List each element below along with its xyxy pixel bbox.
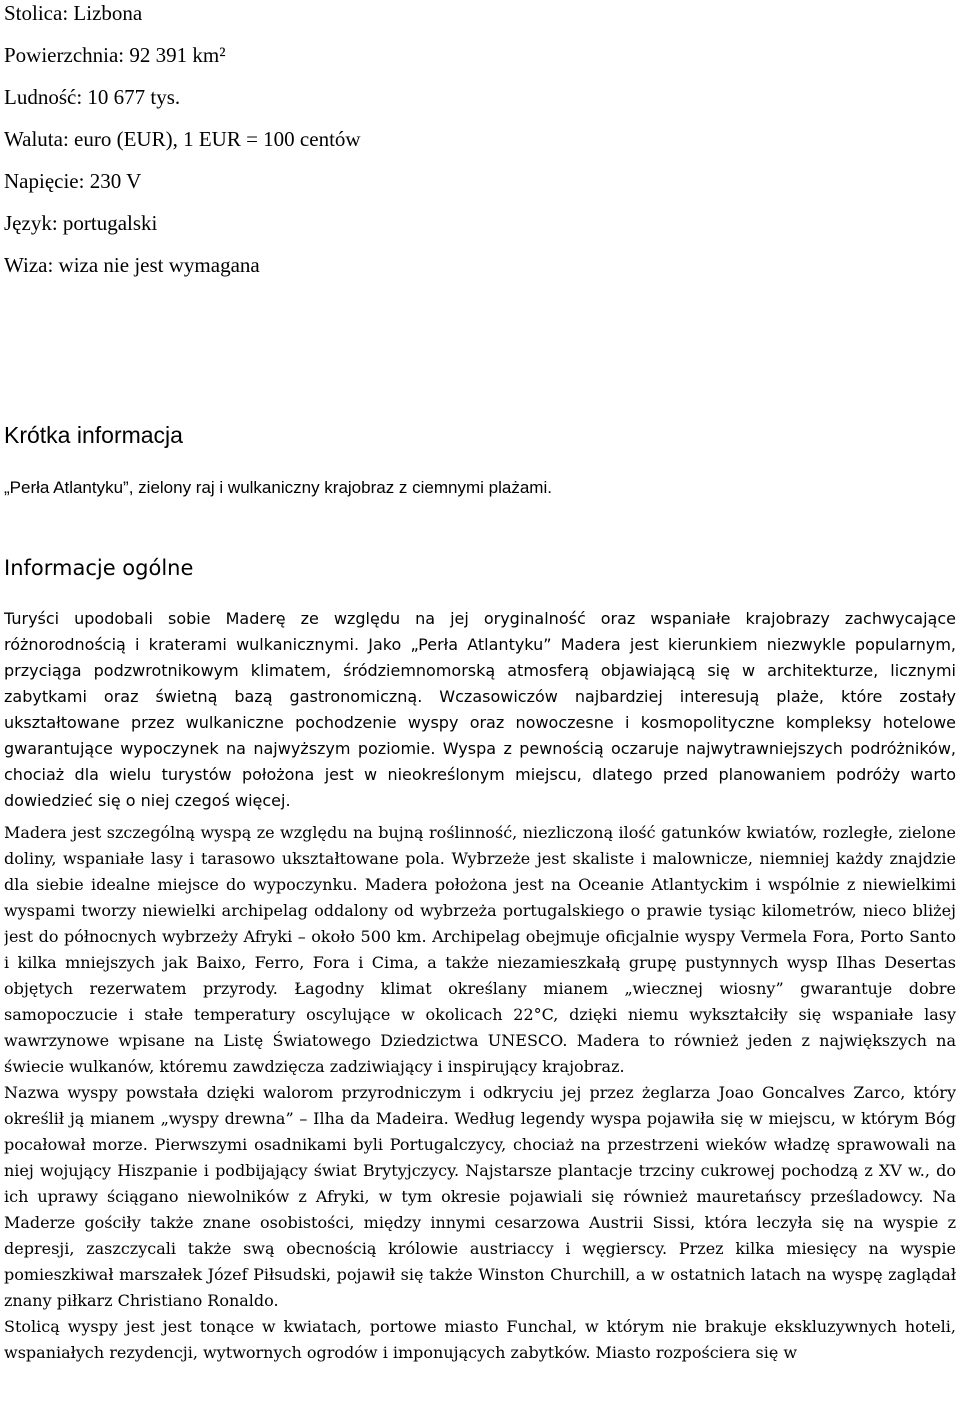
- key-facts-list: [4, 0, 956, 294]
- fact-visa: Wiza: wiza nie jest wymagana: [4, 253, 260, 277]
- fact-voltage: Napięcie: 230 V: [4, 169, 142, 193]
- fact-area: Powierzchnia: 92 391 km²: [4, 43, 226, 67]
- fact-capital: Stolica: Lizbona: [4, 1, 143, 25]
- fact-language: Język: portugalski: [4, 211, 158, 235]
- paragraph-capital: Stolicą wyspy jest jest tonące w kwiatach, portowe miasto Funchal, w którym nie brakuje ekskluzywnych hoteli, wspaniałych rezydencji, wytwornych ogrodów i imponujących zabytków. Miasto rozpościera się w: [4, 1317, 956, 1362]
- paragraph-history: Nazwa wyspy powstała dzięki walorom przyrodniczym i odkryciu jej przez żeglarza Joao Goncalves Zarco, który określił ją mianem „wyspy drewna” – Ilha da Madeira. Według legendy wyspa pojawiła się w miejscu, w którym Bóg pocałował morze. Pierwszymi osadnikami byli Portugalczycy, chociaż na przestrzeni wieków władzę sprawowali na niej wojujący Hiszpanie i podbijający świat Brytyjczycy. Najstarsze plantacje trzciny cukrowej pochodzą z XV w., do ich uprawy ściągano niewolników z Afryki, w tym okresie pojawiali się również mauretańscy prześladowcy. Na Maderze gościły także znane osobistości, między innymi cesarzowa Austrii Sissi, która leczyła się na wyspie z depresji, zaszczycali także swą obecnością królowie austriaccy i węgierscy. Przez kilka miesięcy na wyspie pomieszkiwał marszałek Józef Piłsudski, pojawił się także Winston Churchill, a w ostatnich latach na wyspę zaglądał znany piłkarz Christiano Ronaldo.: [4, 1083, 956, 1310]
- general-info-heading: Informacje ogólne: [4, 556, 194, 580]
- paragraph-geography: Madera jest szczególną wyspą ze względu na bujną roślinność, niezliczoną ilość gatunków kwiatów, rozległe, zielone doliny, wspaniałe lasy i tarasowo ukształtowane pola. Wybrzeże jest skaliste i malownicze, niemniej każdy znajdzie dla siebie idealne miejsce do wypoczynku. Madera położona jest na Oceanie Atlantyckim i wspólnie z niewielkimi wyspami tworzy niewielki archipelag oddalony od wybrzeża portugalskiego o prawie tysiąc kilometrów, nieco bliżej jest do północnych wybrzeży Afryki – około 500 km. Archipelag obejmuje oficjalnie wyspy Vermela Fora, Porto Santo i kilka mniejszych jak Baixo, Ferro, Fora i Cima, a także niezamieszkałą grupę pustynnych wysp Ilhas Desertas objętych rezerwatem przyrody. Łagodny klimat określany mianem „wiecznej wiosny” gwarantuje dobre samopoczucie i stałe temperatury oscylujące w okolicach 22°C, dzięki niemu wykształciły się wspaniałe lasy wawrzynowe wpisane na Listę Światowego Dziedzictwa UNESCO. Madera to również jeden z największych na świecie wulkanów, któremu zawdzięcza zadziwiający i inspirujący krajobraz.: [4, 823, 956, 1076]
- short-info-heading: Krótka informacja: [4, 422, 183, 448]
- fact-population: Ludność: 10 677 tys.: [4, 85, 181, 109]
- general-info-body: [4, 606, 956, 1415]
- short-info-text: „Perła Atlantyku”, zielony raj i wulkaniczny krajobraz z ciemnymi plażami.: [4, 478, 552, 497]
- fact-currency: Waluta: euro (EUR), 1 EUR = 100 centów: [4, 127, 361, 151]
- paragraph-tourism: Turyści upodobali sobie Maderę ze względu na jej oryginalność oraz wspaniałe krajobrazy zachwycające różnorodnością i kraterami wulkanicznymi. Jako „Perła Atlantyku” Madera jest kierunkiem niezwykle popularnym, przyciąga podzwrotnikowym klimatem, śródziemnomorską atmosferą objawiającą się w architekturze, licznymi zabytkami oraz świetną bazą gastronomiczną. Wczasowiczów najbardziej interesują plaże, które zostały ukształtowane przez wulkaniczne pochodzenie wyspy oraz nowoczesne i kosmopolityczne kompleksy hotelowe gwarantujące wypoczynek na najwyższym poziomie. Wyspa z pewnością oczaruje najwytrawniejszych podróżników, chociaż dla wielu turystów położona jest w nieokreślonym miejscu, dlatego przed planowaniem podróży warto dowiedzieć się o niej czegoś więcej.: [4, 609, 956, 810]
